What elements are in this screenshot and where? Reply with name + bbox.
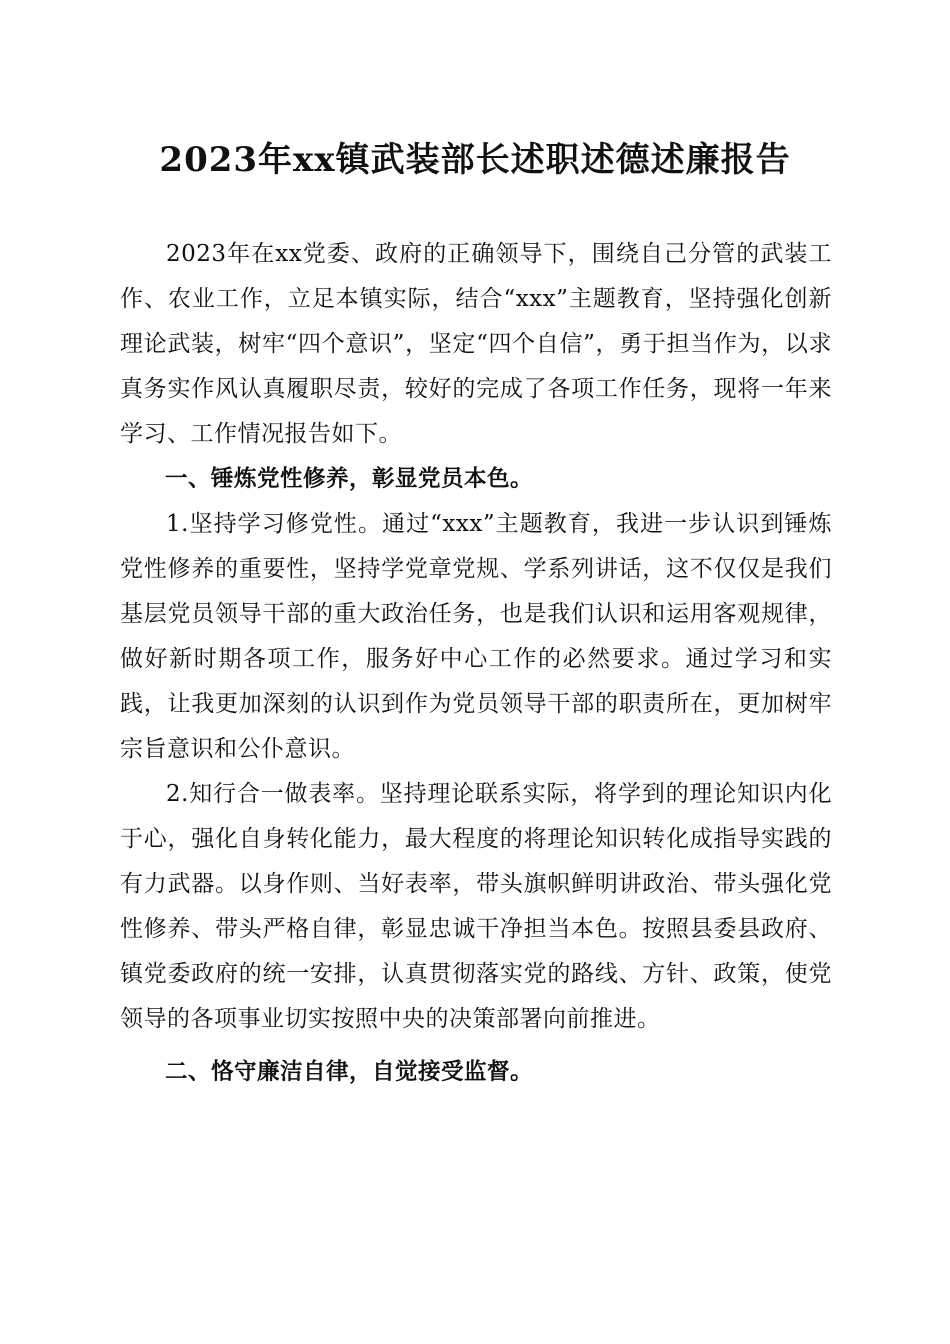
- document-body: [120, 232, 832, 1095]
- document-title: 2023年xx镇武装部长述职述德述廉报告: [159, 140, 791, 180]
- body-paragraph-2: 2.知行合一做表率。坚持理论联系实际，将学到的理论知识内化于心，强化自身转化能力，最大程度的将理论知识转化成指导实践的有力武器。以身作则、当好表率，带头旗帜鲜明讲政治、带头强化党性修养、带头严格自律，彰显忠诚干净担当本色。按照县委县政府、镇党委政府的统一安排，认真贯彻落实党的路线、方针、政策，使党领导的各项事业切实按照中央的决策部署向前推进。: [120, 781, 832, 1032]
- body-paragraph-1: 1.坚持学习修党性。通过“xxx”主题教育，我进一步认识到锤炼党性修养的重要性，坚持学党章党规、学系列讲话，这不仅仅是我们基层党员领导干部的重大政治任务，也是我们认识和运用客观规律，做好新时期各项工作，服务好中心工作的必然要求。通过学习和实践，让我更加深刻的认识到作为党员领导干部的职责所在，更加树牢宗旨意识和公仆意识。: [120, 511, 832, 762]
- section-heading-2: 二、恪守廉洁自律，自觉接受监督。: [165, 1059, 534, 1085]
- intro-paragraph: 2023年在xx党委、政府的正确领导下，围绕自己分管的武装工作、农业工作，立足本镇实际，结合“xxx”主题教育，坚持强化创新理论武装，树牢“四个意识”，坚定“四个自信”，勇于担当作为，以求真务实作风认真履职尽责，较好的完成了各项工作任务，现将一年来学习、工作情况报告如下。: [120, 241, 832, 447]
- section-heading-1: 一、锤炼党性修养，彰显党员本色。: [165, 466, 534, 492]
- section-gap: [120, 1042, 832, 1050]
